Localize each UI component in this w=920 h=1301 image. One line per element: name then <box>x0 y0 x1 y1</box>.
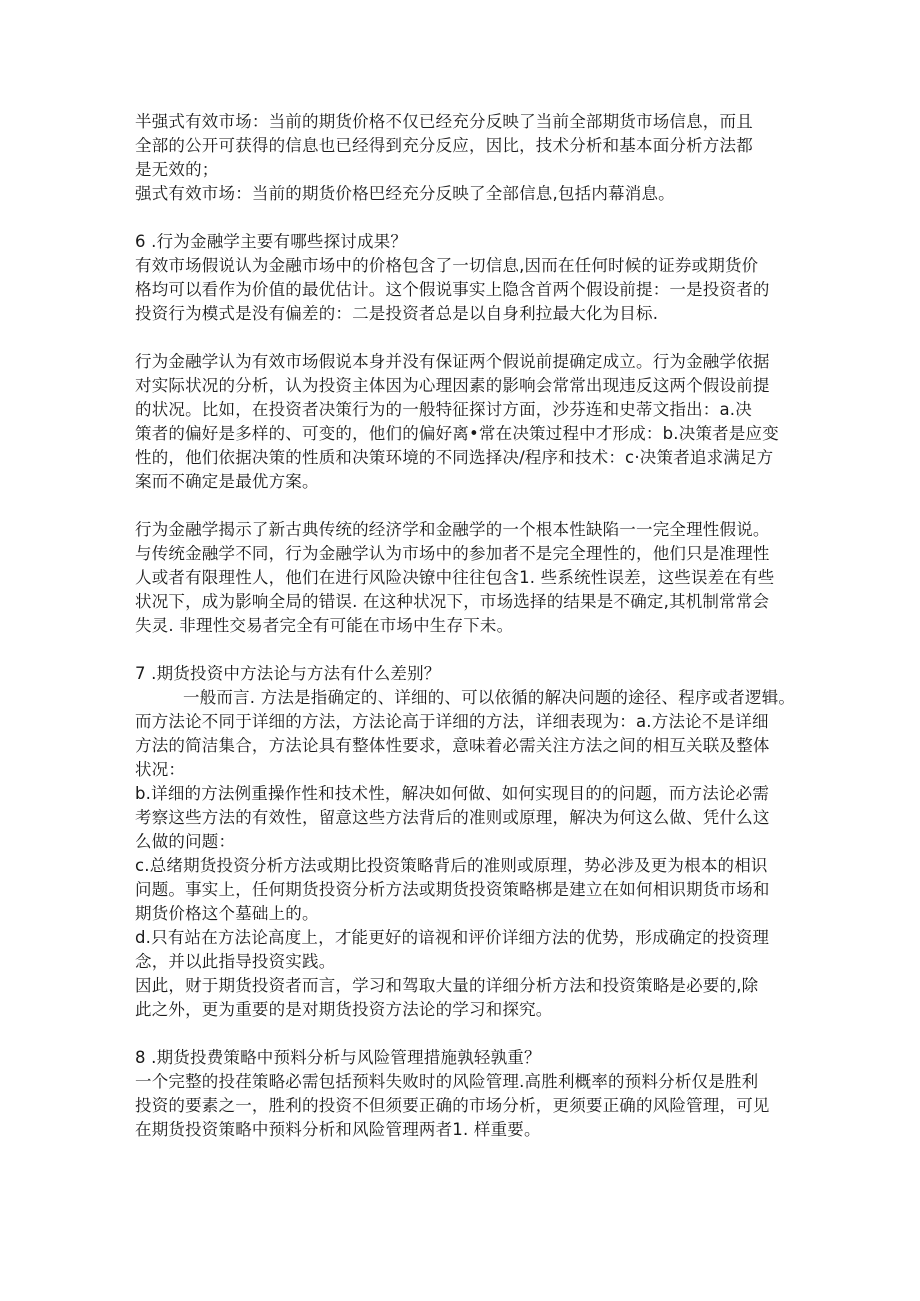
text-line: 此之外，更为重要的是对期货投资方法论的学习和探究。 <box>135 1000 553 1019</box>
question-6-section <box>135 230 795 638</box>
text-line: 状况下，成为影响全局的错误. 在这种状况下，市场选择的结果是不确定,其机制常常会 <box>135 592 770 611</box>
question-8-heading: 8 .期货投费策略中预料分析与风险管理措施孰轻孰重？ <box>135 1048 541 1067</box>
text-line: 考察这些方法的有效性，留意这些方法背后的准则或原理，解决为何这么做、凭什么这 <box>135 808 770 827</box>
text-line: 与传统金融学不同，行为金融学认为市场中的参加者不是完全理性的，他们只是准理性 <box>135 544 770 563</box>
document-page <box>135 110 795 1142</box>
text-line: 在期货投资策略中预料分析和风险管理两者1. 样重要。 <box>135 1120 541 1139</box>
text-line: 投资行为模式是没有偏差的：二是投资者总是以自身利拉最大化为目标. <box>135 304 659 323</box>
text-line: 案而不确定是最优方案。 <box>135 472 319 491</box>
text-line: 全部的公开可获得的信息也已经得到充分反应，因比，技术分析和基本面分析方法都 <box>135 136 753 155</box>
text-line: 失灵. 非理性交易者完全有可能在市场中生存下未。 <box>135 616 514 635</box>
question-7-heading: 7 .期货投资中方法论与方法有什么差别？ <box>135 664 441 683</box>
text-line: 投资的要素之一，胜利的投资不但须要正确的市场分析，更须要正确的风险管理，可见 <box>135 1096 770 1115</box>
text-line: 么做的问题： <box>135 832 236 851</box>
text-line: 格均可以看作为价值的最优估计。这个假说事实上隐含首两个假设前提：一是投资者的 <box>135 280 770 299</box>
text-line: 状况： <box>135 760 186 779</box>
question-6-heading: 6 .行为金融学主要有哪些探讨成果？ <box>135 232 408 251</box>
text-line: 而方法论不同于详细的方法，方法论高于详细的方法，详细表现为：a.方法论不是详细 <box>135 712 769 731</box>
text-line: 一个完整的投荏策略必需包括预料失败时的风险管理.高胜利概率的预料分析仅是胜利 <box>135 1072 759 1091</box>
intro-section <box>135 110 795 206</box>
text-line: 念，并以此指导投资实践。 <box>135 952 336 971</box>
text-line: d.只有站在方法论高度上，才能更好的谙视和评价详细方法的优势，形成确定的投资理 <box>135 928 770 947</box>
text-line: 行为金融学揭示了新古典传统的经济学和金融学的一个根本性缺陷一一完全理性假说。 <box>135 520 770 539</box>
text-line: c.总绪期货投资分析方法或期比投资策略背后的准则或原理，势必涉及更为根本的相识 <box>135 856 768 875</box>
text-line: 方法的简洁集合，方法论具有整体性要求，意味着必需关注方法之间的相互关联及整体 <box>135 736 770 755</box>
text-line: 策者的偏好是多样的、可变的，他们的偏好离•常在决策过程中才形成：b.决策者是应变 <box>135 424 779 443</box>
text-line: 的状况。比如，在投资者决策行为的一般特征探讨方面，沙芬连和史蒂文指出：a.决 <box>135 400 752 419</box>
text-line: 行为金融学认为有效市场假说本身并没有保证两个假说前提确定成立。行为金融学依据 <box>135 352 770 371</box>
text-line: 期货价格这个墓础上的。 <box>135 904 319 923</box>
text-line: 强式有效市场：当前的期货价格巴经充分反映了全部信息,包括内幕消息。 <box>135 184 675 203</box>
question-8-section <box>135 1046 795 1142</box>
text-line: 因此，财于期货投资者而言，学习和驾取大量的详细分析方法和投资策略是必要的,除 <box>135 976 759 995</box>
text-line: 人或者有限理性人，他们在进行风险决镣中往往包含1. 些系统性误差，这些误差在有些 <box>135 568 775 587</box>
text-line: 一般而言. 方法是指确定的、详细的、可以依循的解决问题的途径、程序或者逻辑。 <box>183 688 796 707</box>
question-7-section <box>135 662 795 1022</box>
text-line: 对实际状况的分析，认为投资主体因为心理因素的影响会常常出现违反这两个假设前提 <box>135 376 770 395</box>
text-line: b.详细的方法例重操作性和技术性，解决如何做、如何实现目的的问题，而方法论必需 <box>135 784 770 803</box>
text-line: 问题。事实上，任何期货投资分析方法或期货投资策略梆是建立在如何相识期货市场和 <box>135 880 770 899</box>
text-line: 是无效的； <box>135 160 219 179</box>
text-line: 有效市场假说认为金融市场中的价格包含了一切信息,因而在任何时候的证券或期货价 <box>135 256 759 275</box>
text-line: 性的，他们依据决策的性质和决策环境的不同选择决/程序和技术：c·决策者追求满足方 <box>135 448 774 467</box>
text-line: 半强式有效市场：当前的期货价格不仅已经充分反映了当前全部期货市场信息，而且 <box>135 112 753 131</box>
